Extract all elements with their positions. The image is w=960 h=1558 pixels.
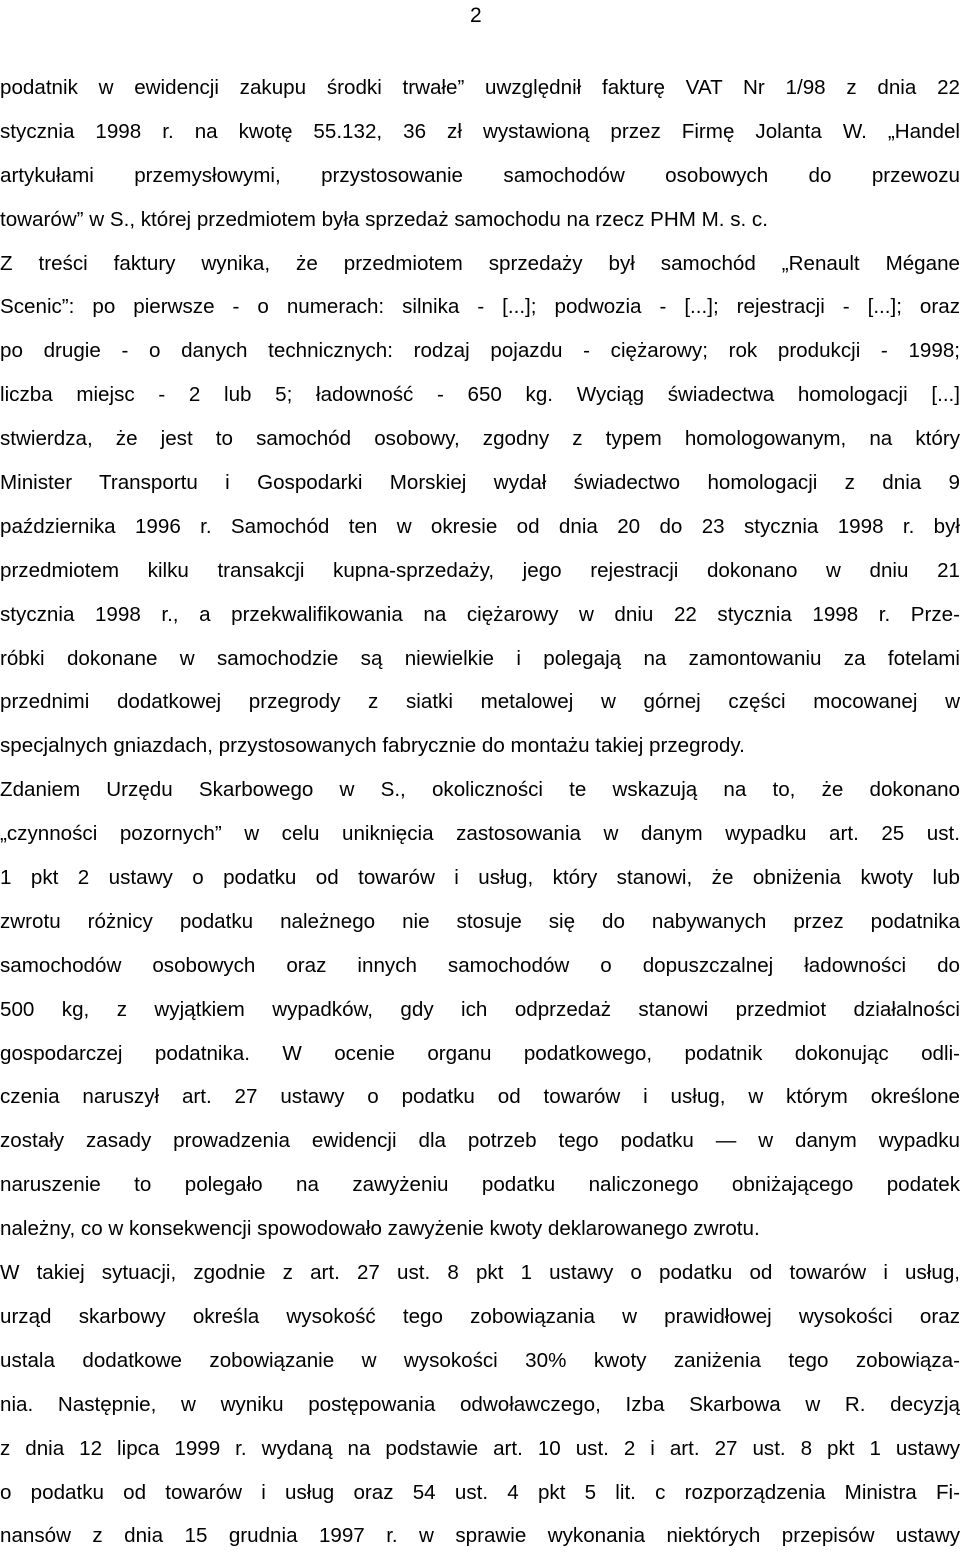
- text-line: liczba miejsc - 2 lub 5; ładowność - 650 kg. Wyciąg świadectwa homologacji [...]: [0, 383, 960, 407]
- text-line: stycznia 1998 r., a przekwalifikowania na ciężarowy w dniu 22 stycznia 1998 r. Prze-: [0, 602, 960, 626]
- text-line: stwierdza, że jest to samochód osobowy, zgodny z typem homologowanym, na który: [0, 427, 960, 451]
- text-line: czenia naruszył art. 27 ustawy o podatku od towarów i usług, w którym określone: [0, 1085, 960, 1109]
- text-line: 1 pkt 2 ustawy o podatku od towarów i usług, który stanowi, że obniżenia kwoty lub: [0, 866, 960, 890]
- text-line: po drugie - o danych technicznych: rodzaj pojazdu - ciężarowy; rok produkcji - 1998;: [0, 339, 960, 363]
- text-line: Minister Transportu i Gospodarki Morskiej wydał świadectwo homologacji z dnia 9: [0, 471, 960, 495]
- text-line: października 1996 r. Samochód ten w okresie od dnia 20 do 23 stycznia 1998 r. był: [0, 514, 960, 538]
- text-line: stycznia 1998 r. na kwotę 55.132, 36 zł wystawioną przez Firmę Jolanta W. „Handel: [0, 119, 960, 143]
- text-line: nansów z dnia 15 grudnia 1997 r. w sprawie wykonania niektórych przepisów ustawy: [0, 1524, 960, 1548]
- text-line: należny, co w konsekwencji spowodowało zawyżenie kwoty deklarowanego zwrotu.: [0, 1217, 760, 1241]
- text-line: zwrotu różnicy podatku należnego nie stosuje się do nabywanych przez podatnika: [0, 909, 960, 933]
- text-line: ustala dodatkowe zobowiązanie w wysokości 30% kwoty zaniżenia tego zobowiąza-: [0, 1348, 960, 1372]
- text-line: towarów” w S., której przedmiotem była sprzedaż samochodu na rzecz PHM M. s. c.: [0, 207, 768, 231]
- text-line: samochodów osobowych oraz innych samochodów o dopuszczalnej ładowności do: [0, 953, 960, 977]
- text-line: o podatku od towarów i usług oraz 54 ust. 4 pkt 5 lit. c rozporządzenia Ministra Fi-: [0, 1480, 960, 1504]
- text-line: przednimi dodatkowej przegrody z siatki metalowej w górnej części mocowanej w: [0, 690, 960, 714]
- text-line: urząd skarbowy określa wysokość tego zobowiązania w prawidłowej wysokości oraz: [0, 1304, 960, 1328]
- text-line: podatnik w ewidencji zakupu środki trwałe” uwzględnił fakturę VAT Nr 1/98 z dnia 22: [0, 76, 960, 99]
- text-line: zostały zasady prowadzenia ewidencji dla potrzeb tego podatku — w danym wypadku: [0, 1129, 960, 1153]
- text-line: artykułami przemysłowymi, przystosowanie samochodów osobowych do przewozu: [0, 163, 960, 187]
- text-line: z dnia 12 lipca 1999 r. wydaną na podstawie art. 10 ust. 2 i art. 27 ust. 8 pkt 1 ustawy: [0, 1436, 960, 1460]
- text-line: specjalnych gniazdach, przystosowanych fabrycznie do montażu takiej przegrody.: [0, 734, 745, 758]
- text-line: nia. Następnie, w wyniku postępowania odwoławczego, Izba Skarbowa w R. decyzją: [0, 1392, 960, 1416]
- text-line: róbki dokonane w samochodzie są niewielkie i polegają na zamontowaniu za fotelami: [0, 646, 960, 670]
- text-line: przedmiotem kilku transakcji kupna-sprzedaży, jego rejestracji dokonano w dniu 21: [0, 558, 960, 582]
- text-line: naruszenie to polegało na zawyżeniu podatku naliczonego obniżającego podatek: [0, 1173, 960, 1197]
- text-line: 500 kg, z wyjątkiem wypadków, gdy ich odprzedaż stanowi przedmiot działalności: [0, 997, 960, 1021]
- text-line: gospodarczej podatnika. W ocenie organu podatkowego, podatnik dokonując odli-: [0, 1041, 960, 1065]
- body-text: [0, 66, 960, 1558]
- text-line: „czynności pozornych” w celu uniknięcia zastosowania w danym wypadku art. 25 ust.: [0, 822, 960, 846]
- text-line: Z treści faktury wynika, że przedmiotem sprzedaży był samochód „Renault Mégane: [0, 251, 960, 275]
- page-number: 2: [470, 4, 482, 27]
- text-line: Scenic”: po pierwsze - o numerach: silnika - [...]; podwozia - [...]; rejestracji - [...]; oraz: [0, 295, 960, 319]
- text-line: Zdaniem Urzędu Skarbowego w S., okoliczności te wskazują na to, że dokonano: [0, 778, 960, 802]
- text-line: W takiej sytuacji, zgodnie z art. 27 ust. 8 pkt 1 ustawy o podatku od towarów i usług,: [0, 1261, 960, 1285]
